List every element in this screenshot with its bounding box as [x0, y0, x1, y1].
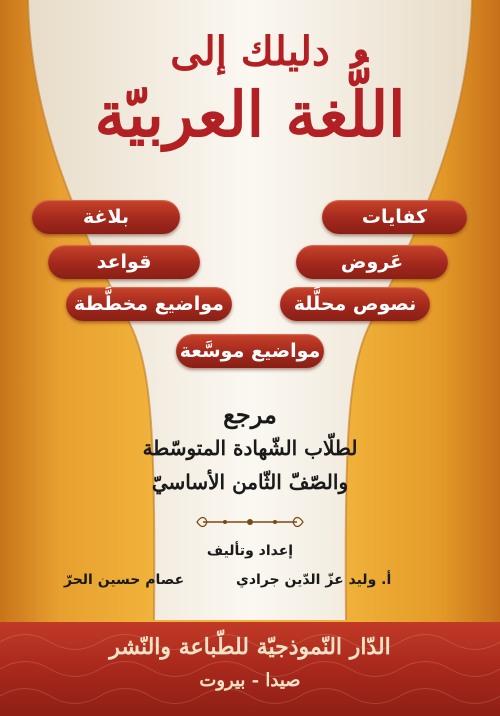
- topic-mawadi-muwassaa: مواضيع موسَّعة: [176, 334, 324, 368]
- topic-mawadi-mukhattata: مواضيع مخطَّطة: [66, 287, 232, 321]
- topic-arud: عَروض: [296, 245, 448, 279]
- cover-subtitle: دليلك إلى: [170, 28, 330, 75]
- reference-line-1: لطلّاب الشّهادة المتوسّطة: [142, 436, 358, 460]
- author-second: عصام حسين الحرّ: [64, 572, 185, 588]
- preparation-label: إعداد وتأليف: [206, 543, 294, 559]
- cover-title: اللُّغة العربيّة: [94, 78, 406, 151]
- topic-qawaid: قواعد: [48, 245, 200, 279]
- ornament-divider: [195, 513, 305, 531]
- reference-line-2: والصّفّ الثّامن الأساسيّ: [151, 470, 349, 494]
- topic-balagha: بلاغة: [32, 200, 180, 234]
- author-first: أ. وليد عزّ الدّين جرادي: [236, 572, 392, 588]
- reference-heading: مرجع: [223, 400, 277, 429]
- topic-kifayat: كفايات: [322, 200, 467, 234]
- topic-nusus: نصوص محلَّلة: [280, 287, 430, 321]
- publisher-city: صيدا - بيروت: [199, 670, 301, 691]
- publisher-name: الدّار النّموذجيّة للطّباعة والنّشر: [109, 634, 391, 660]
- publisher-footer: [0, 622, 500, 716]
